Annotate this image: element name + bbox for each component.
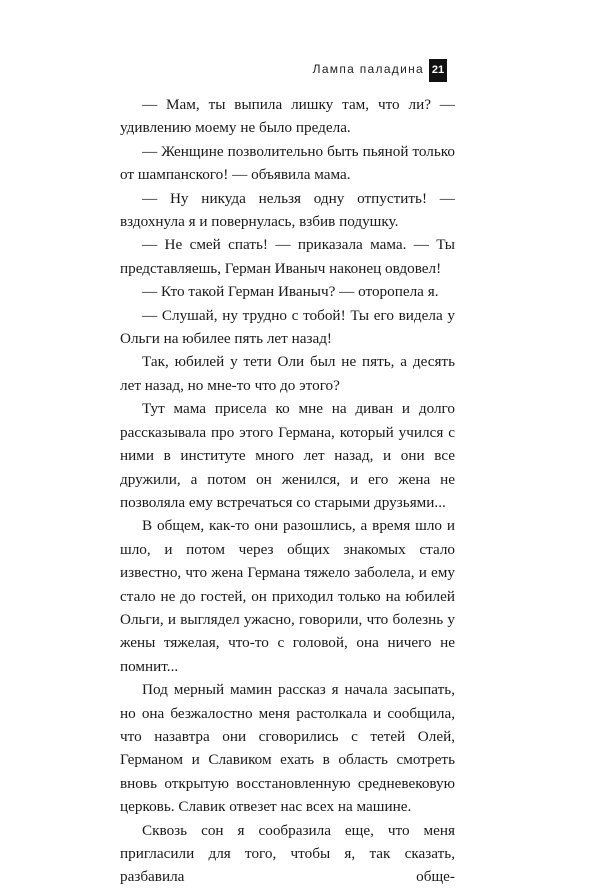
paragraph: — Ну никуда нельзя одну отпустить! — вздохнула я и повернулась, взбив подушку. — [120, 189, 455, 231]
paragraph: Тут мама присела ко мне на диван и долго рассказывала про этого Германа, который учился с ними в институте много лет назад, и они все дружили, а потом он женился, и его жена не позволяла ему встречаться со старыми друзьями... — [120, 400, 455, 511]
paragraph: В общем, как-то они разошлись, а время шло и шло, и потом через общих знакомых стало известно, что жена Германа тяжело заболела, и ему стало не до гостей, он приходил только на юбилей Ольги, и выглядел ужасно, говорили, что болезнь у жены тяжелая, что-то с головой, она ничего не помнит... — [120, 517, 455, 675]
running-title: Лампа паладина — [312, 62, 424, 76]
paragraph: Под мерный мамин рассказ я начала засыпать, но она безжалостно меня растолкала и сообщила, что назавтра они сговорились с тетей Олей, Германом и Славиком ехать в область смотреть вновь открытую восстановленную средневековую церковь. Славик отвезет нас всех на машине. — [120, 681, 455, 816]
running-header — [0, 59, 600, 83]
paragraph: — Женщине позволительно быть пьяной только от шампанского! — объявила мама. — [120, 142, 455, 184]
page-number: 21 — [429, 59, 447, 82]
paragraph: — Не смей спать! — приказала мама. — Ты представляешь, Герман Иваныч наконец овдовел! — [120, 236, 455, 277]
paragraph: — Кто такой Герман Иваныч? — оторопела я. — [142, 283, 439, 301]
paragraph-continued: Сквозь сон я сообразила еще, что меня пригласили для того, чтобы я, так сказать, разбавила обще- — [120, 821, 455, 886]
paragraph: — Слушай, ну трудно с тобой! Ты его видела у Ольги на юбилее пять лет назад! — [120, 306, 455, 348]
body-text — [120, 93, 455, 889]
paragraph: — Мам, ты выпила лишку там, что ли? — удивлению моему не было предела. — [120, 96, 455, 137]
paragraph: Так, юбилей у тети Оли был не пять, а десять лет назад, но мне-то что до этого? — [120, 353, 455, 394]
